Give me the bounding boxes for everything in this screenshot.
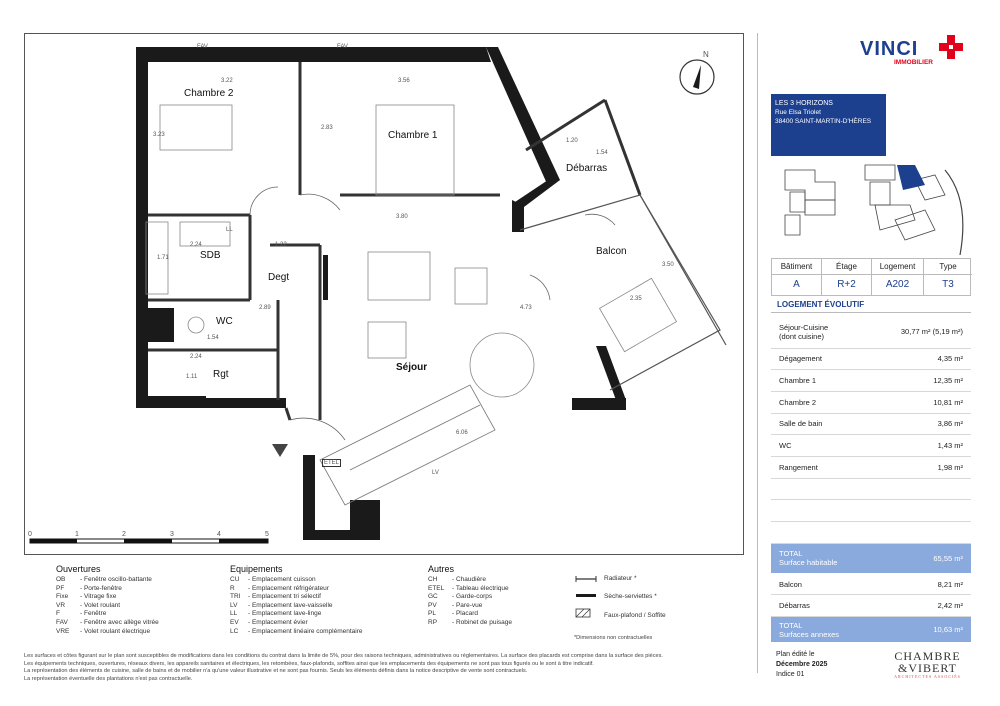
legend-text: - Volet roulant électrique [80,627,151,635]
room-rgt: Rgt [213,369,229,380]
dim-label: 2.83 [321,125,333,131]
total-label-1: TOTAL [779,549,803,559]
total-label-1: TOTAL [779,620,803,630]
edition-date: Décembre 2025 [776,661,828,668]
annex-label: Débarras [771,595,870,617]
legend-text: - Placard [452,610,479,618]
scale-bar [30,539,268,543]
edition-line: Plan édité le [776,651,815,658]
legend-item [56,585,159,594]
fav-label: FAV [337,44,348,50]
legend-code: TRI [230,593,241,601]
disclaimer-line: Les équipements techniques, ouvertures, réseaux divers, les appareils sanitaires et électriques, les retombées, faux-plafonds, soffites ainsi que les emplacements des équipements ne sont pas tous figurés ou le sont à titre indicatif. [24,660,594,667]
dim-label: 6.06 [456,430,468,436]
legend-item [56,610,159,619]
dim-label: 2.24 [190,354,202,360]
lot-value-logement: A202 [872,275,924,295]
legend-text: - Emplacement linéaire complémentaire [248,627,363,635]
surface-label: Dégagement [771,348,870,370]
vinci-logo-text: VINCI [860,38,919,60]
surface-value: 12,35 m² [870,370,971,392]
surface-label: WC [771,435,870,457]
legend-ouvertures-list [56,576,159,636]
total-value: 65,55 m² [870,543,971,573]
legend-code: RP [428,618,438,626]
radiator [323,255,328,300]
edition-index: Indice 01 [776,671,805,678]
edition-info [776,650,827,680]
dim-label: 3.23 [153,132,165,138]
dim-label: 2.35 [630,296,642,302]
entrance-arrow-icon [272,444,288,457]
lot-table [771,258,971,294]
lot-value-etage: R+2 [822,275,872,295]
legend-item [230,593,363,602]
table-row [771,500,971,522]
legend-code: PV [428,601,437,609]
legend-code: ETEL [428,584,445,592]
etel-label: ETEL [324,460,340,466]
surface-label: Chambre 1 [771,370,870,392]
room-chambre-2: Chambre 2 [184,88,234,99]
room-wc: WC [216,316,233,327]
legend-item [428,585,512,594]
legend-text: - Emplacement tri sélectif [248,593,321,601]
total-label [771,617,870,643]
dim-label: 1.11 [186,374,198,380]
lv-label: LV [432,470,439,476]
surface-value: 10,81 m² [870,391,971,413]
legend-item [230,610,363,619]
legend-text: - Emplacement réfrigérateur [248,584,329,592]
legend-text: - Vitrage fixe [80,593,117,601]
legend-code: PL [428,610,436,618]
legend-code: LC [230,627,239,635]
disclaimer [24,653,744,683]
surface-value: 1,98 m² [870,456,971,478]
legend-code: F [56,610,60,618]
legend-code: LV [230,601,238,609]
project-street: Rue Elsa Triolet [775,109,821,116]
legend-text: - Fenêtre oscillo-battante [80,576,152,583]
scale-label: 1 [75,531,79,538]
total-habitable-row [771,543,971,573]
surface-label: Chambre 2 [771,391,870,413]
legend-code: VRE [56,627,70,635]
surface-label [771,316,870,348]
dim-label: 1.20 [566,138,578,144]
table-row [771,348,971,370]
table-row [771,316,971,348]
empty-cell [771,522,870,544]
table-row [771,573,971,595]
dim-label: 3.80 [396,214,408,220]
table-row [771,595,971,617]
legend-text: - Volet roulant [80,601,121,609]
door-swings [250,187,615,440]
vinci-logo [860,38,970,68]
vinci-logo-mark-icon [938,34,964,60]
legend-code: GC [428,593,438,601]
legend-autres-title: Autres [428,564,455,574]
radiator-icon [576,576,596,582]
legend-item [428,576,512,585]
total-value: 10,63 m² [870,617,971,643]
legend-item [428,602,512,611]
legend-item [56,619,159,628]
symbol-radiator-label: Radiateur * [604,575,637,582]
dim-label: 3.50 [662,262,674,268]
symbol-legend-icons [574,574,600,620]
surface-value: 4,35 m² [870,348,971,370]
empty-cell [771,500,870,522]
vinci-logo-sub: IMMOBILIER [894,59,933,66]
legend-code: R [230,584,235,592]
north-compass-icon [680,60,714,94]
legend-item [56,593,159,602]
architect-line-1: CHAMBRE [894,649,961,663]
annex-label: Balcon [771,573,870,595]
room-chambre-1: Chambre 1 [388,130,438,141]
legend-equipements-list [230,576,363,636]
lot-value-type: T3 [942,279,954,290]
shower-tray [148,308,174,342]
legend-item [230,628,363,637]
annex-value: 2,42 m² [870,595,971,617]
lot-header-logement: Logement [872,259,924,275]
room-sdb: SDB [200,250,221,261]
disclaimer-line: Les surfaces et côtes figurant sur le plan sont susceptibles de modifications dans les conditions du contrat dans la limite de 5%, pour des raisons techniques, administratives ou réglementaires. La surface des placards est comprise dans la surface des pièces. [24,653,663,659]
empty-cell [870,522,971,544]
divider [771,312,971,313]
key-plan [775,160,975,255]
legend-text: - Fenêtre avec allège vitrée [80,618,159,626]
logement-label: LOGEMENT ÉVOLUTIF [777,300,865,309]
architect-logo [880,650,975,679]
scale-label: 2 [122,531,126,538]
scale-label: 4 [217,531,221,538]
dim-label: 1.54 [207,335,219,341]
annex-value: 8,21 m² [870,573,971,595]
lot-header-etage: Étage [822,259,872,275]
dim-label: 3.22 [221,78,233,84]
scale-label: 0 [28,531,32,538]
surface-label: Rangement [771,456,870,478]
table-row [771,478,971,500]
surface-label: Salle de bain [771,413,870,435]
room-sejour: Séjour [396,362,428,373]
legend-autres-list [428,576,512,628]
total-label-2: Surface habitable [779,558,838,568]
legend-item [230,576,363,585]
ll-label: LL [226,227,233,233]
project-city: 38400 SAINT-MARTIN-D'HÈRES [775,118,872,125]
legend-text: - Emplacement lave-linge [248,610,322,618]
scale-label: 5 [265,531,269,538]
legend-text: - Emplacement évier [248,618,308,626]
table-row [771,456,971,478]
legend-text: - Garde-corps [452,593,493,601]
lot-header-batiment: Bâtiment [772,259,822,275]
table-row [771,413,971,435]
surfaces-table [771,316,971,643]
towel-dryer-icon [576,594,596,597]
false-ceiling-icon [576,609,590,617]
sidebar-divider [757,33,758,673]
legend-item [230,619,363,628]
room-degt: Degt [268,272,290,283]
table-row [771,370,971,392]
table-row [771,435,971,457]
interior-walls [148,62,640,420]
fav-label: FAV [197,44,208,50]
table-row [771,522,971,544]
legend-text: - Porte-fenêtre [80,584,122,592]
legend-code: CH [428,576,438,583]
legend-text: - Emplacement cuisson [248,576,316,583]
legend-code: VR [56,601,66,609]
symbol-towel-dryer-label: Sèche-serviettes * [604,593,657,600]
total-annexes-row [771,617,971,643]
legend-item [56,628,159,637]
scale-label: 3 [170,531,174,538]
legend-code: OB [56,576,66,583]
legend-text: - Fenêtre [80,610,107,618]
kitchen-counter [320,385,495,505]
legend-text: - Pare-vue [452,601,483,609]
exterior-walls [136,47,626,540]
legend-item [428,619,512,628]
dimensions-note: *Dimensions non contractuelles [574,635,653,641]
north-label: N [703,50,709,59]
architect-line-2: &VIBERT [898,661,957,675]
legend-code: CU [230,576,240,583]
disclaimer-line: La représentation éventuelle des plantations n'est pas contractuelle. [24,675,193,682]
dim-label: 2.24 [190,242,202,248]
dim-label: 1.54 [596,150,608,156]
empty-cell [771,478,870,500]
empty-cell [870,500,971,522]
room-debarras: Débarras [566,163,608,174]
lot-value-batiment: A [772,275,822,295]
symbol-false-ceiling-label: Faux-plafond / Soffite [604,612,666,619]
balcony-outline [520,195,726,390]
legend-code: Fixe [56,593,69,601]
surface-value: 1,43 m² [870,435,971,457]
legend-equipements-title: Equipements [230,564,283,574]
legend-item [428,593,512,602]
legend-code: EV [230,618,239,626]
room-balcon: Balcon [596,246,627,257]
dim-label: 1.71 [157,255,169,261]
legend-text: - Tableau électrique [452,584,509,592]
surface-name-sub: (dont cuisine) [779,331,825,341]
dim-label: 2.89 [259,305,271,311]
legend-ouvertures-title: Ouvertures [56,564,101,574]
legend-code: LL [230,610,238,618]
legend-item [56,602,159,611]
legend-text: - Robinet de puisage [452,618,512,626]
legend-text: - Emplacement lave-vaisselle [248,601,333,609]
empty-cell [870,478,971,500]
legend-item [428,610,512,619]
total-label [771,543,870,573]
table-row [771,391,971,413]
legend-code: FAV [56,618,68,626]
surface-name: Séjour-Cuisine [779,322,829,332]
project-header [771,94,886,156]
dim-label: 3.56 [398,78,410,84]
total-label-2: Surfaces annexes [779,629,840,639]
dim-label: 4.73 [520,305,532,311]
lot-header-type: Type [924,259,972,275]
legend-item [56,576,159,585]
project-name: LES 3 HORIZONS [775,100,833,107]
dim-label: 1.22 [275,242,287,248]
surface-value: 3,86 m² [870,413,971,435]
legend-item [230,585,363,594]
legend-text: - Chaudière [452,576,486,583]
legend-code: PF [56,584,65,592]
architect-line-3: ARCHITECTES ASSOCIÉS [894,674,961,679]
legend-item [230,602,363,611]
disclaimer-line: La représentation des éléments de cuisine, salle de bains et de mobilier n'a qu'une valeur illustrative et ne sont pas fournis. Seuls les éléments définis dans la notice descriptive de vente sont contractuels. [24,668,528,675]
surface-value: 30,77 m² (5,19 m²) [870,316,971,348]
